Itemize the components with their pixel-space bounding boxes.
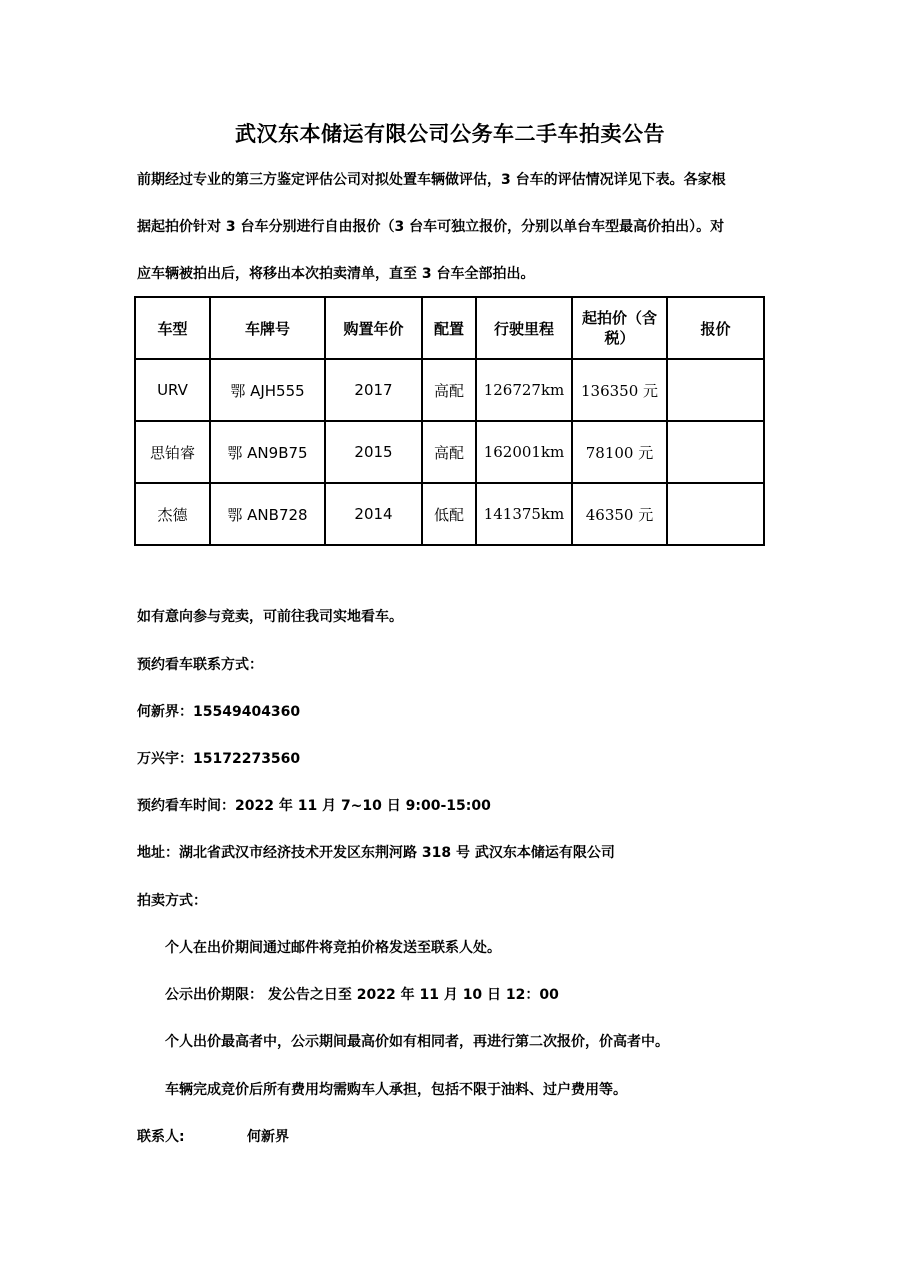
- cell-plate: 鄂 AN9B75: [210, 421, 325, 483]
- table-header-row: [135, 297, 764, 359]
- auction-heading: 拍卖方式：: [137, 893, 207, 909]
- cell-start-price: 136350 元: [572, 359, 667, 421]
- header-start-price: 起拍价（含税）: [572, 297, 667, 359]
- intro-line-1: 前期经过专业的第三方鉴定评估公司对拟处置车辆做评估，3 台车的评估情况详见下表。各家根: [137, 172, 726, 188]
- table-row: [135, 483, 764, 545]
- intro-line-2: 据起拍价针对 3 台车分别进行自由报价（3 台车可独立报价，分别以单台车型最高价拍出）。对: [137, 219, 725, 235]
- auction-rule-2: 公示出价期限： 发公告之日至 2022 年 11 月 10 日 12：00: [165, 987, 559, 1003]
- cell-bid[interactable]: [667, 421, 764, 483]
- page-title: 武汉东本储运有限公司公务车二手车拍卖公告: [235, 122, 665, 146]
- cell-config: 低配: [422, 483, 476, 545]
- table-row: [135, 359, 764, 421]
- header-mileage: 行驶里程: [476, 297, 572, 359]
- contact-person-label: 联系人:: [137, 1129, 185, 1145]
- auction-rule-1: 个人在出价期间通过邮件将竞拍价格发送至联系人处。: [165, 940, 501, 956]
- header-plate: 车牌号: [210, 297, 325, 359]
- cell-mileage: 141375km: [476, 483, 572, 545]
- cell-year: 2015: [325, 421, 422, 483]
- cell-year: 2014: [325, 483, 422, 545]
- cell-year: 2017: [325, 359, 422, 421]
- header-model: 车型: [135, 297, 210, 359]
- cell-model: 杰德: [135, 483, 210, 545]
- cell-bid[interactable]: [667, 483, 764, 545]
- cell-mileage: 126727km: [476, 359, 572, 421]
- cell-bid[interactable]: [667, 359, 764, 421]
- contact-heading: 预约看车联系方式：: [137, 657, 263, 673]
- cell-config: 高配: [422, 421, 476, 483]
- header-year: 购置年价: [325, 297, 422, 359]
- cell-model: URV: [135, 359, 210, 421]
- cell-start-price: 78100 元: [572, 421, 667, 483]
- auction-rule-4: 车辆完成竞价后所有费用均需购车人承担，包括不限于油料、过户费用等。: [165, 1082, 627, 1098]
- cell-plate: 鄂 AJH555: [210, 359, 325, 421]
- intro-line-3: 应车辆被拍出后，将移出本次拍卖清单，直至 3 台车全部拍出。: [137, 266, 535, 282]
- contact-person-name: 何新界: [247, 1129, 289, 1145]
- cell-mileage: 162001km: [476, 421, 572, 483]
- cell-start-price: 46350 元: [572, 483, 667, 545]
- header-config: 配置: [422, 297, 476, 359]
- cell-plate: 鄂 ANB728: [210, 483, 325, 545]
- address: 地址：湖北省武汉市经济技术开发区东荆河路 318 号 武汉东本储运有限公司: [137, 845, 615, 861]
- contact-wan: 万兴宇：15172273560: [137, 751, 301, 767]
- table-row: [135, 421, 764, 483]
- cell-model: 思铂睿: [135, 421, 210, 483]
- auction-rule-3: 个人出价最高者中，公示期间最高价如有相同者，再进行第二次报价，价高者中。: [165, 1034, 669, 1050]
- contact-he: 何新界：15549404360: [137, 704, 301, 720]
- cell-config: 高配: [422, 359, 476, 421]
- header-bid: 报价: [667, 297, 764, 359]
- visit-note: 如有意向参与竞卖，可前往我司实地看车。: [137, 609, 403, 625]
- vehicle-table: [134, 296, 765, 546]
- viewing-time: 预约看车时间：2022 年 11 月 7~10 日 9:00-15:00: [137, 798, 491, 814]
